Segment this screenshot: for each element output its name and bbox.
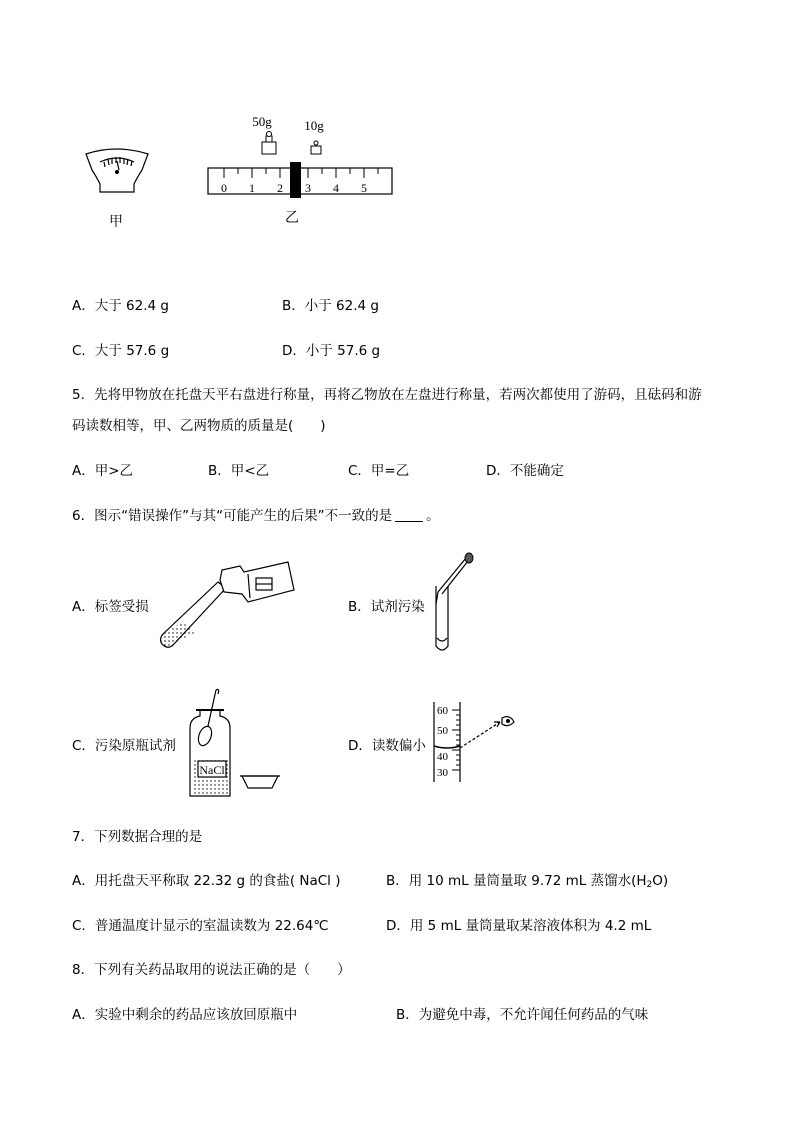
q7-option-c: C．普通温度计显示的室温读数为 22.64℃ [72, 918, 329, 934]
q5-option-c: C．甲=乙 [348, 463, 410, 479]
q8-stem: 8．下列有关药品取用的说法正确的是（ ） [72, 962, 351, 978]
q6-option-d: D．读数偏小 [348, 738, 426, 754]
label-yi: 乙 [285, 210, 299, 226]
q7-option-b [386, 869, 668, 890]
q4-option-d: D．小于 57.6 g [282, 343, 381, 359]
q6-stem-text: 6．图示“错误操作”与其“可能产生的后果”不一致的是 [72, 508, 393, 524]
q4-option-a: A．大于 62.4 g [72, 298, 169, 314]
q6-option-b: B．试剂污染 [348, 599, 425, 615]
q6-option-a: A．标签受损 [72, 599, 149, 615]
answer-blank [395, 509, 423, 522]
q7-stem: 7．下列数据合理的是 [72, 829, 203, 845]
rider-slider [290, 162, 301, 198]
cylinder-tick-60: 60 [437, 705, 448, 717]
ruler-tick-4: 4 [333, 181, 339, 195]
q8-option-b: B．为避免中毒，不允许闻任何药品的气味 [396, 1007, 649, 1023]
q7-option-b-end: O) [652, 873, 669, 889]
q7-option-b-text: B．用 10 mL 量筒量取 9.72 mL 蒸馏水(H [386, 873, 647, 889]
cylinder-tick-50: 50 [437, 725, 448, 737]
q4-option-b: B．小于 62.4 g [282, 298, 379, 314]
ruler-tick-3: 3 [305, 181, 311, 195]
q5-option-d: D．不能确定 [486, 463, 564, 479]
cylinder-tick-40: 40 [437, 751, 448, 763]
pouring-reagent-figure [152, 552, 302, 652]
cylinder-tick-30: 30 [437, 767, 448, 779]
spoon-in-bottle-figure [182, 688, 282, 800]
ruler-tick-2: 2 [277, 181, 283, 195]
q6-stem [72, 504, 440, 524]
nacl-label: NaCl [199, 763, 225, 777]
ruler-tick-1: 1 [249, 181, 255, 195]
weight-10g-label: 10g [304, 118, 324, 133]
label-jia: 甲 [109, 214, 123, 230]
q6-option-c: C．污染原瓶试剂 [72, 738, 176, 754]
q7-option-d: D．用 5 mL 量筒量取某溶液体积为 4.2 mL [386, 918, 652, 934]
graduated-cylinder-figure [428, 700, 524, 788]
q5-option-b: B．甲<乙 [208, 463, 270, 479]
q6-stem-end: 。 [426, 508, 440, 524]
ruler-tick-0: 0 [221, 181, 227, 195]
q5-option-a: A．甲>乙 [72, 463, 134, 479]
weight-50g-label: 50g [252, 114, 272, 129]
q7-option-b-subscript: 2 [646, 880, 653, 890]
q4-option-c: C．大于 57.6 g [72, 343, 170, 359]
scale-figure [76, 110, 396, 235]
q7-option-a: A．用托盘天平称取 22.32 g 的食盐( NaCl ) [72, 873, 341, 889]
weight-50g-drawing [262, 132, 276, 155]
dropper-in-tube-figure [428, 552, 478, 657]
weight-10g-drawing [311, 141, 321, 154]
platform-scale-drawing [86, 149, 148, 192]
q5-stem-line2: 码读数相等，甲、乙两物质的质量是( ) [72, 418, 326, 434]
q5-stem-line1: 5．先将甲物放在托盘天平右盘进行称量，再将乙物放在左盘进行称量，若两次都使用了游码，且砝码和游 [72, 387, 702, 403]
balance-ruler-drawing [208, 162, 392, 198]
ruler-tick-5: 5 [361, 181, 367, 195]
q8-option-a: A．实验中剩余的药品应该放回原瓶中 [72, 1007, 298, 1023]
